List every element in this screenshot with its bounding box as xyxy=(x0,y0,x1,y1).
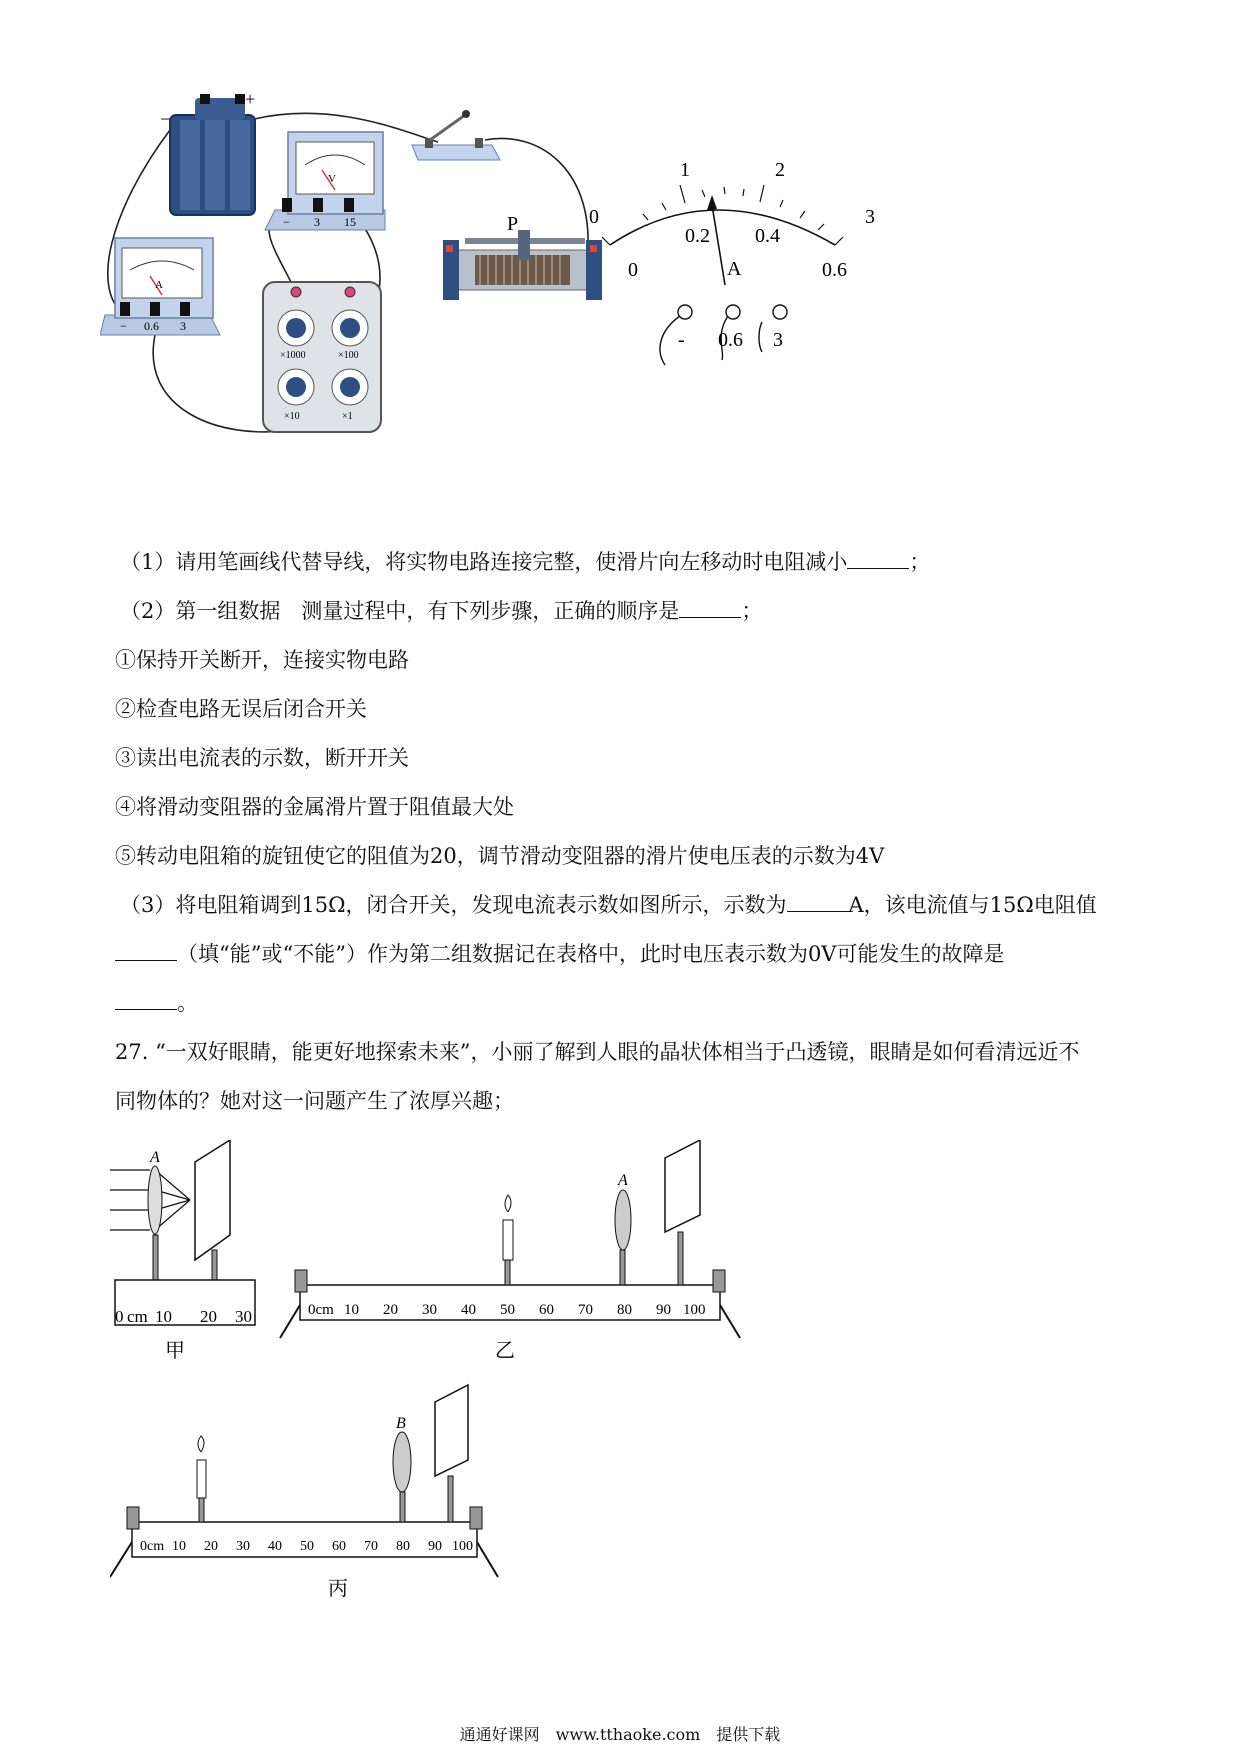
bing-ruler-60: 60 xyxy=(332,1539,346,1554)
voltmeter-terminal-minus: − xyxy=(283,215,290,229)
question-3-line-3 xyxy=(115,989,198,1017)
switch xyxy=(412,110,500,160)
yi-ruler-90: 90 xyxy=(656,1302,671,1318)
yi-ruler-20: 20 xyxy=(383,1302,398,1318)
question-3 xyxy=(120,891,1097,919)
yi-ruler-50: 50 xyxy=(500,1302,515,1318)
dial-terminal-minus: - xyxy=(678,329,685,351)
bing-ruler-20: 20 xyxy=(204,1539,218,1554)
rheostat-slider-label: P xyxy=(507,213,519,235)
yi-ruler-100: 100 xyxy=(683,1302,706,1318)
yi-ruler-40: 40 xyxy=(461,1302,476,1318)
question-3-text-d: 。 xyxy=(177,991,198,1015)
jia-ruler-20: 20 xyxy=(200,1307,217,1326)
dial-label-10: ×10 xyxy=(284,411,300,422)
rheostat xyxy=(443,213,602,300)
dial-letter: A xyxy=(727,258,742,280)
upper-scale-0: 0 xyxy=(589,206,599,228)
answer-blank-1[interactable] xyxy=(847,548,909,569)
battery xyxy=(160,90,255,215)
page-footer: 通通好课网 www.tthaoke.com 提供下载 xyxy=(459,1725,781,1744)
bing-label: 丙 xyxy=(328,1578,348,1600)
bing-ruler-80: 80 xyxy=(396,1539,410,1554)
dial-terminal-3: 3 xyxy=(773,329,783,351)
jia-ruler-10: 10 xyxy=(155,1307,172,1326)
ammeter-reading-dial xyxy=(589,159,875,365)
voltmeter-terminal-3: 3 xyxy=(314,215,320,229)
lower-scale-0.4: 0.4 xyxy=(755,225,780,247)
voltmeter-terminal-15: 15 xyxy=(344,215,356,229)
yi-label: 乙 xyxy=(495,1340,515,1362)
circuit-figure xyxy=(100,90,1000,490)
step-1: ①保持开关断开，连接实物电路 xyxy=(115,648,409,672)
dial-label-1000: ×1000 xyxy=(280,350,306,361)
bing-ruler-40: 40 xyxy=(268,1539,282,1554)
upper-scale-2: 2 xyxy=(775,159,785,181)
bing-ruler-10: 10 xyxy=(172,1539,186,1554)
question-1 xyxy=(120,548,930,576)
jia-label: 甲 xyxy=(165,1340,185,1362)
figure-jia xyxy=(110,1140,255,1362)
jia-ruler-0: 0 xyxy=(115,1307,124,1326)
question-3-line-2 xyxy=(115,940,1004,968)
yi-ruler-60: 60 xyxy=(539,1302,554,1318)
yi-ruler-10: 10 xyxy=(344,1302,359,1318)
bing-ruler-30: 30 xyxy=(236,1539,250,1554)
bing-ruler-70: 70 xyxy=(364,1539,378,1554)
step-3: ③读出电流表的示数，断开开关 xyxy=(115,746,409,770)
ammeter-terminal-3: 3 xyxy=(180,319,186,333)
battery-minus-label: − xyxy=(160,109,171,129)
upper-scale-3: 3 xyxy=(865,206,875,228)
jia-lens-label: A xyxy=(150,1149,160,1166)
question-1-end: ； xyxy=(909,550,931,574)
step-5: ⑤转动电阻箱的旋钮使它的阻值为20，调节滑动变阻器的滑片使电压表的示数为4V xyxy=(115,844,885,868)
ammeter-letter: A xyxy=(155,279,163,291)
question-27-line-2: 同物体的？她对这一问题产生了浓厚兴趣； xyxy=(115,1089,514,1113)
question-1-text: （1）请用笔画线代替导线，将实物电路连接完整，使滑片向左移动时电阻减小 xyxy=(120,550,848,574)
ammeter-terminal-minus: − xyxy=(120,319,127,333)
yi-ruler-70: 70 xyxy=(578,1302,593,1318)
voltmeter xyxy=(265,132,385,230)
voltmeter-letter: V xyxy=(328,173,336,185)
question-2-text: （2）第一组数据 测量过程中，有下列步骤，正确的顺序是 xyxy=(120,599,680,623)
figure-bing xyxy=(110,1385,498,1600)
resistance-box xyxy=(263,282,381,432)
step-2: ②检查电路无误后闭合开关 xyxy=(115,697,367,721)
jia-ruler-30: 30 xyxy=(235,1307,252,1326)
yi-ruler-0: 0cm xyxy=(308,1302,334,1318)
dial-terminal-0.6: 0.6 xyxy=(718,329,743,351)
figure-yi xyxy=(280,1140,740,1362)
battery-plus-label: + xyxy=(245,90,256,109)
answer-blank-3[interactable] xyxy=(787,891,849,912)
question-3-text-c: （填“能”或“不能”）作为第二组数据记在表格中，此时电压表示数为0V可能发生的故障是 xyxy=(177,942,1005,966)
lower-scale-0.6: 0.6 xyxy=(822,259,847,281)
upper-scale-1: 1 xyxy=(680,159,690,181)
dial-label-1: ×1 xyxy=(342,411,353,422)
lower-scale-0.2: 0.2 xyxy=(685,225,710,247)
bing-lens-label: B xyxy=(396,1415,406,1432)
yi-lens-label: A xyxy=(618,1172,628,1189)
lower-scale-0: 0 xyxy=(628,259,638,281)
yi-ruler-80: 80 xyxy=(617,1302,632,1318)
lens-figures xyxy=(110,1140,750,1610)
ammeter-terminal-0.6: 0.6 xyxy=(144,319,159,333)
bing-ruler-100: 100 xyxy=(452,1539,473,1554)
answer-blank-2[interactable] xyxy=(679,597,741,618)
question-27-line-1: 27. “一双好眼睛，能更好地探索未来”，小丽了解到人眼的晶状体相当于凸透镜，眼睛是如何看清远近不 xyxy=(115,1040,1080,1064)
ammeter xyxy=(100,238,220,335)
jia-ruler-cm: cm xyxy=(127,1307,148,1326)
question-3-text-b: A，该电流值与15Ω电阻值 xyxy=(848,893,1097,917)
answer-blank-5[interactable] xyxy=(115,989,177,1010)
question-2 xyxy=(120,597,762,625)
bing-ruler-90: 90 xyxy=(428,1539,442,1554)
dial-label-100: ×100 xyxy=(338,350,359,361)
bing-ruler-0: 0cm xyxy=(140,1539,165,1554)
bing-ruler-50: 50 xyxy=(300,1539,314,1554)
question-2-end: ； xyxy=(741,599,763,623)
question-3-text-a: （3）将电阻箱调到15Ω，闭合开关，发现电流表示数如图所示，示数为 xyxy=(120,893,787,917)
yi-ruler-30: 30 xyxy=(422,1302,437,1318)
answer-blank-4[interactable] xyxy=(115,940,177,961)
step-4: ④将滑动变阻器的金属滑片置于阻值最大处 xyxy=(115,795,514,819)
